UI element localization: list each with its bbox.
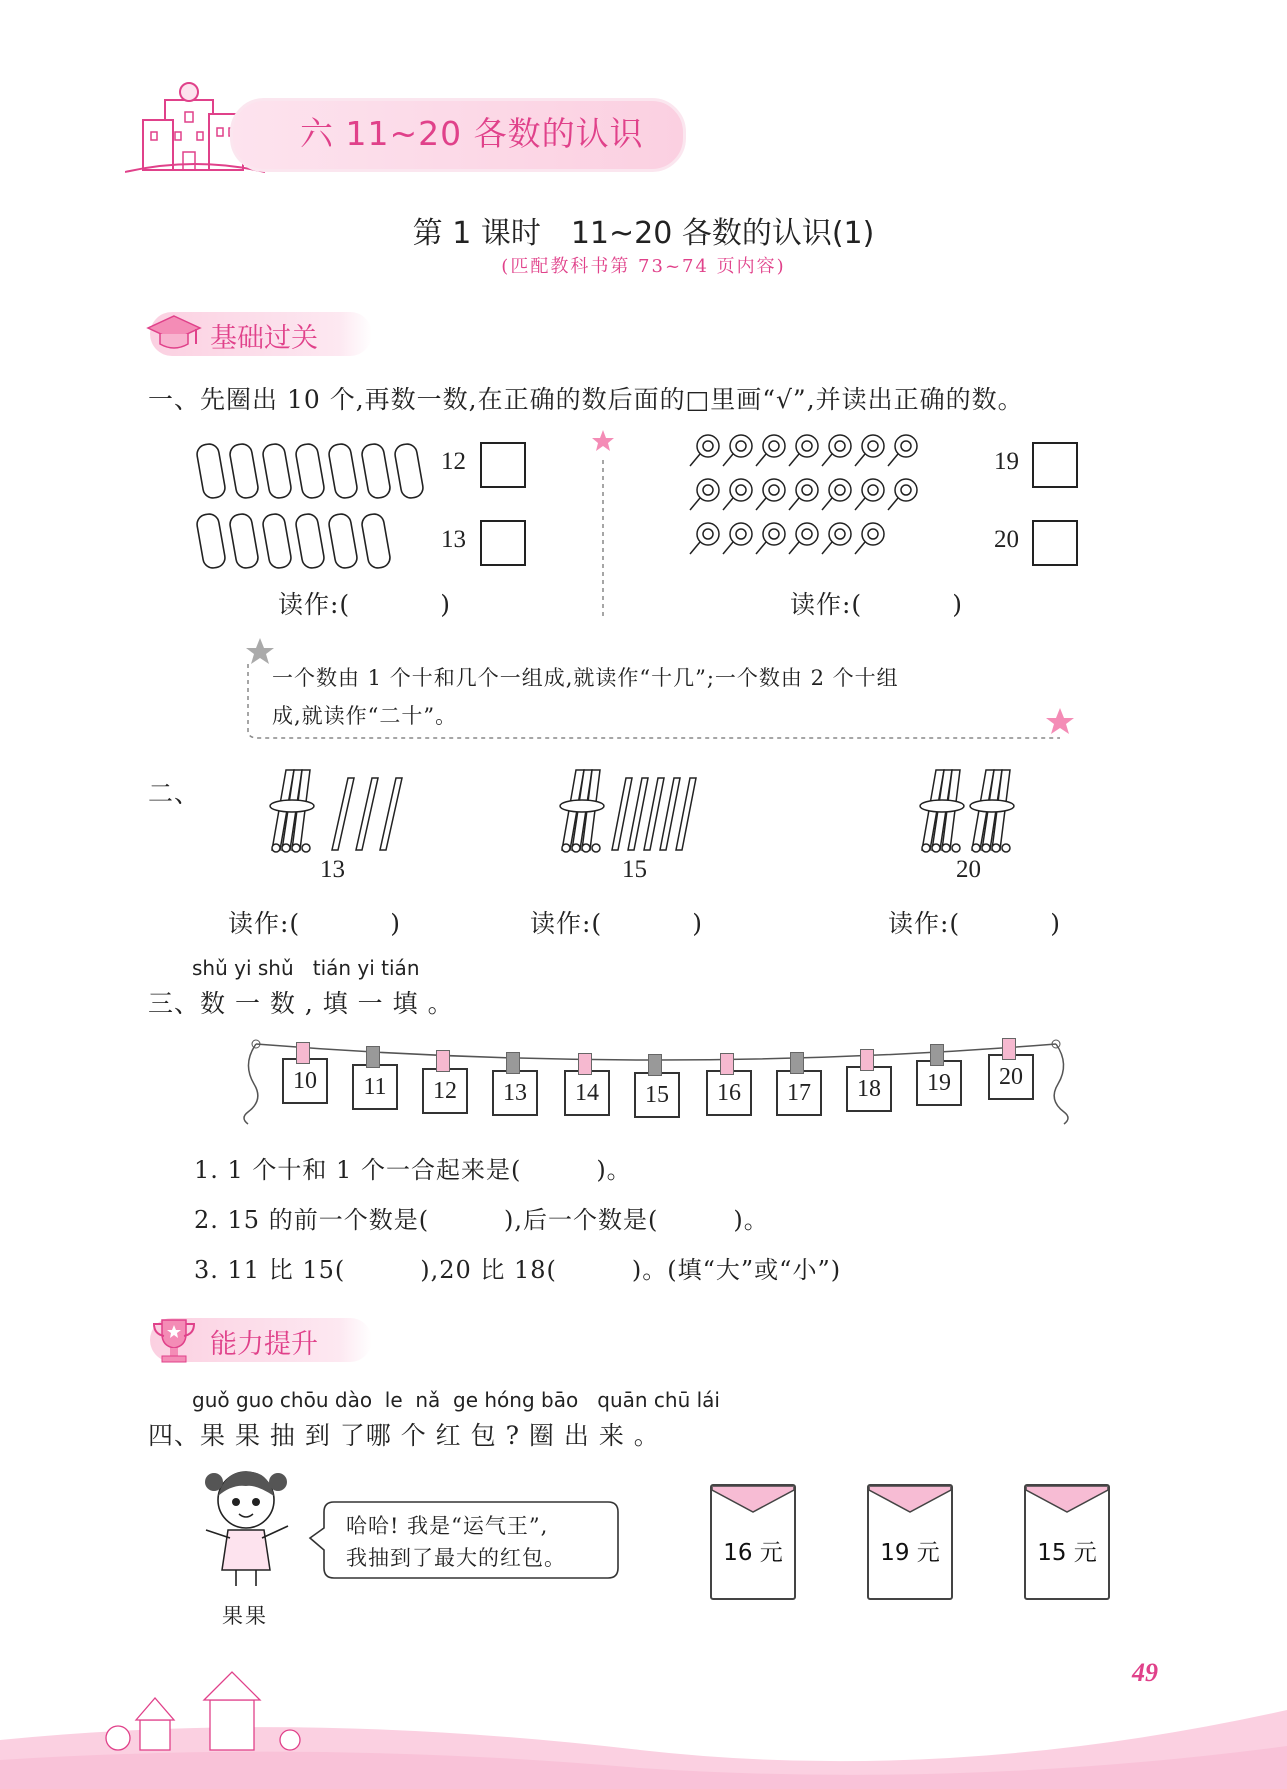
question-4-prompt: 四、果 果 抽 到 了哪 个 红 包 ? 圈 出 来 。 <box>148 1421 660 1450</box>
q2-read-label-2: 读作:( ) <box>530 909 703 938</box>
footer-wave-decoration <box>0 1650 1287 1789</box>
red-envelope-15[interactable] <box>1024 1484 1110 1600</box>
question-3-prompt: 三、数 一 数 , 填 一 填 。 <box>148 989 454 1018</box>
clothespin <box>506 1052 520 1074</box>
number-card-19: 19 <box>916 1060 962 1106</box>
number-card-13: 13 <box>492 1070 538 1116</box>
q1-right-option-20: 20 <box>994 526 1019 553</box>
dashed-divider <box>590 428 616 618</box>
number-card-20: 20 <box>988 1054 1034 1100</box>
envelope-amount: 15 元 <box>1037 1540 1097 1566</box>
red-envelope-19[interactable] <box>867 1484 953 1600</box>
clothespin <box>720 1053 734 1075</box>
q1-right-read-label: 读作:( ) <box>790 590 963 619</box>
q3-item-3: 3. 11 比 15( ),20 比 18( )。(填“大”或“小”) <box>194 1256 842 1284</box>
gloves-illustration <box>195 440 435 575</box>
q3-item-2: 2. 15 的前一个数是( ),后一个数是( )。 <box>194 1206 769 1234</box>
q1-checkbox-12[interactable] <box>480 442 526 488</box>
q1-left-option-13: 13 <box>441 526 466 553</box>
q1-left-option-12: 12 <box>441 448 466 475</box>
tip-line-1: 一个数由 1 个十和几个一组成,就读作“十几”;一个数由 2 个十组 <box>272 666 899 690</box>
q2-read-label-1: 读作:( ) <box>228 909 401 938</box>
number-card-12: 12 <box>422 1068 468 1114</box>
envelope-amount: 19 元 <box>880 1540 940 1566</box>
q2-read-label-3: 读作:( ) <box>888 909 1061 938</box>
number-card-10: 10 <box>282 1058 328 1104</box>
clothespin <box>860 1049 874 1071</box>
lesson-subtitle: (匹配教科书第 73~74 页内容) <box>501 256 786 277</box>
q1-right-option-19: 19 <box>994 448 1019 475</box>
speech-line-1: 哈哈! 我是“运气王”, <box>346 1514 549 1538</box>
character-name: 果果 <box>222 1604 268 1628</box>
q1-left-read-label: 读作:( ) <box>278 590 451 619</box>
q3-item-1: 1. 1 个十和 1 个一合起来是( )。 <box>194 1156 632 1184</box>
q3-pinyin: shǔ yi shǔ tián yi tián <box>192 956 420 980</box>
q1-checkbox-20[interactable] <box>1032 520 1078 566</box>
lollipops-illustration <box>688 432 928 567</box>
number-card-18: 18 <box>846 1066 892 1112</box>
clothespin <box>790 1052 804 1074</box>
red-envelope-16[interactable] <box>710 1484 796 1600</box>
girl-character-illustration <box>196 1460 296 1590</box>
clothespin <box>1002 1038 1016 1060</box>
q1-checkbox-13[interactable] <box>480 520 526 566</box>
lesson-title: 第 1 课时 11~20 各数的认识(1) <box>412 216 875 251</box>
envelope-amount: 16 元 <box>723 1540 783 1566</box>
q4-pinyin: guǒ guo chōu dào le nǎ ge hóng bāo quān chū lái <box>192 1388 720 1412</box>
number-card-17: 17 <box>776 1070 822 1116</box>
question-2-label: 二、 <box>148 779 201 808</box>
q2-number-20: 20 <box>956 856 981 883</box>
sticks-bundle-20 <box>912 760 1032 860</box>
q2-number-15: 15 <box>622 856 647 883</box>
section-label-ability: 能力提升 <box>210 1329 318 1360</box>
trophy-icon <box>150 1316 198 1366</box>
number-card-11: 11 <box>352 1064 398 1110</box>
number-card-15: 15 <box>634 1072 680 1118</box>
chapter-title: 六 11~20 各数的认识 <box>300 114 644 153</box>
number-card-14: 14 <box>564 1070 610 1116</box>
question-1-prompt: 一、先圈出 10 个,再数一数,在正确的数后面的□里画“√”,并读出正确的数。 <box>148 385 1024 414</box>
clothespin <box>578 1053 592 1075</box>
sticks-bundle-15 <box>552 760 702 860</box>
page-number: 49 <box>1132 1658 1158 1687</box>
number-card-16: 16 <box>706 1070 752 1116</box>
speech-line-2: 我抽到了最大的红包。 <box>346 1546 566 1570</box>
q2-number-13: 13 <box>320 856 345 883</box>
sticks-bundle-13 <box>262 760 412 860</box>
clothespin <box>366 1046 380 1068</box>
clothespin <box>930 1044 944 1066</box>
q1-checkbox-19[interactable] <box>1032 442 1078 488</box>
section-label-basic: 基础过关 <box>210 323 318 354</box>
clothespin <box>436 1050 450 1072</box>
tip-line-2: 成,就读作“二十”。 <box>272 704 458 728</box>
clothespin <box>648 1054 662 1076</box>
graduation-cap-icon <box>146 310 202 356</box>
clothespin <box>296 1042 310 1064</box>
